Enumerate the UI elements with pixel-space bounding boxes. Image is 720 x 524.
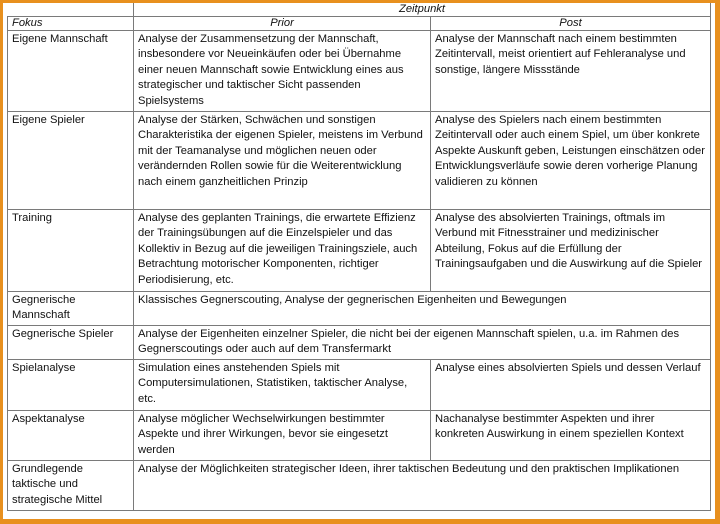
header-fokus: Fokus (8, 16, 134, 30)
span-cell: Klassisches Gegnerscouting, Analyse der gegnerischen Eigenheiten und Bewegungen (134, 291, 711, 325)
analysis-table (7, 3, 711, 511)
header-row (8, 16, 711, 30)
post-cell: Analyse der Mannschaft nach einem bestimmten Zeitintervall, meist orientiert auf Fehleranalyse und sonstige, längere Missstände (431, 30, 711, 111)
prior-cell: Analyse des geplanten Trainings, die erwartete Effizienz der Trainingsübungen auf die Einzelspieler und das Kollektiv in Bezug auf die jeweiligen Trainingsziele, auch Betrachtung motorischer Komponenten, richtiger Periodisierung, etc. (134, 209, 431, 291)
focus-cell: Gegnerische Spieler (8, 325, 134, 359)
header-post: Post (431, 16, 711, 30)
table-row (8, 209, 711, 291)
prior-cell: Analyse der Stärken, Schwächen und sonstigen Charakteristika der eigenen Spieler, meistens im Verbund mit der Teamanalyse und möglichen neuen oder verändernden Rollen sowie für die Weiterentwicklung nach einem ganzheitlichen Prinzip (134, 111, 431, 209)
header-prior: Prior (134, 16, 431, 30)
span-cell: Analyse der Möglichkeiten strategischer Ideen, ihrer taktischen Bedeutung und den praktischen Implikationen (134, 460, 711, 510)
focus-cell: Aspektanalyse (8, 410, 134, 460)
header-top-row (8, 3, 711, 16)
focus-cell: Eigene Spieler (8, 111, 134, 209)
header-zeitpunkt: Zeitpunkt (134, 3, 711, 16)
table-container (3, 3, 715, 519)
table-row (8, 291, 711, 325)
focus-cell: Grundlegende taktische und strategische Mittel (8, 460, 134, 510)
header-top-empty (8, 3, 134, 16)
prior-cell: Analyse möglicher Wechselwirkungen bestimmter Aspekte und ihrer Wirkungen, bevor sie eingesetzt werden (134, 410, 431, 460)
table-row (8, 325, 711, 359)
post-cell: Analyse eines absolvierten Spiels und dessen Verlauf (431, 359, 711, 410)
post-cell: Analyse des absolvierten Trainings, oftmals im Verbund mit Fitnesstrainer und medizinischer Abteilung, Fokus auf die Erfüllung der Trainingsaufgaben und die Auswirkung auf die Spieler (431, 209, 711, 291)
span-cell: Analyse der Eigenheiten einzelner Spieler, die nicht bei der eigenen Mannschaft spielen, u.a. im Rahmen des Gegnerscoutings oder auch auf dem Transfermarkt (134, 325, 711, 359)
post-cell: Analyse des Spielers nach einem bestimmten Zeitintervall oder auch einem Spiel, um über konkrete Aspekte Auskunft geben, Leistungen einschätzen oder Entwicklungsverläufe sowie deren vorherige Planung validieren zu können (431, 111, 711, 209)
focus-cell: Training (8, 209, 134, 291)
table-row (8, 30, 711, 111)
table-row (8, 359, 711, 410)
focus-cell: Gegnerische Mannschaft (8, 291, 134, 325)
post-cell: Nachanalyse bestimmter Aspekten und ihrer konkreten Auswirkung in einem speziellen Kontext (431, 410, 711, 460)
focus-cell: Spielanalyse (8, 359, 134, 410)
focus-cell: Eigene Mannschaft (8, 30, 134, 111)
table-row (8, 460, 711, 510)
prior-cell: Analyse der Zusammensetzung der Mannschaft, insbesondere vor Neueinkäufen oder bei Übernahme einer neuen Mannschaft sowie Entwicklung eines aus strategischer und taktischer Sicht passenden Spielsystems (134, 30, 431, 111)
prior-cell: Simulation eines anstehenden Spiels mit Computersimulationen, Statistiken, taktischer Analyse, etc. (134, 359, 431, 410)
table-row (8, 111, 711, 209)
table-row (8, 410, 711, 460)
